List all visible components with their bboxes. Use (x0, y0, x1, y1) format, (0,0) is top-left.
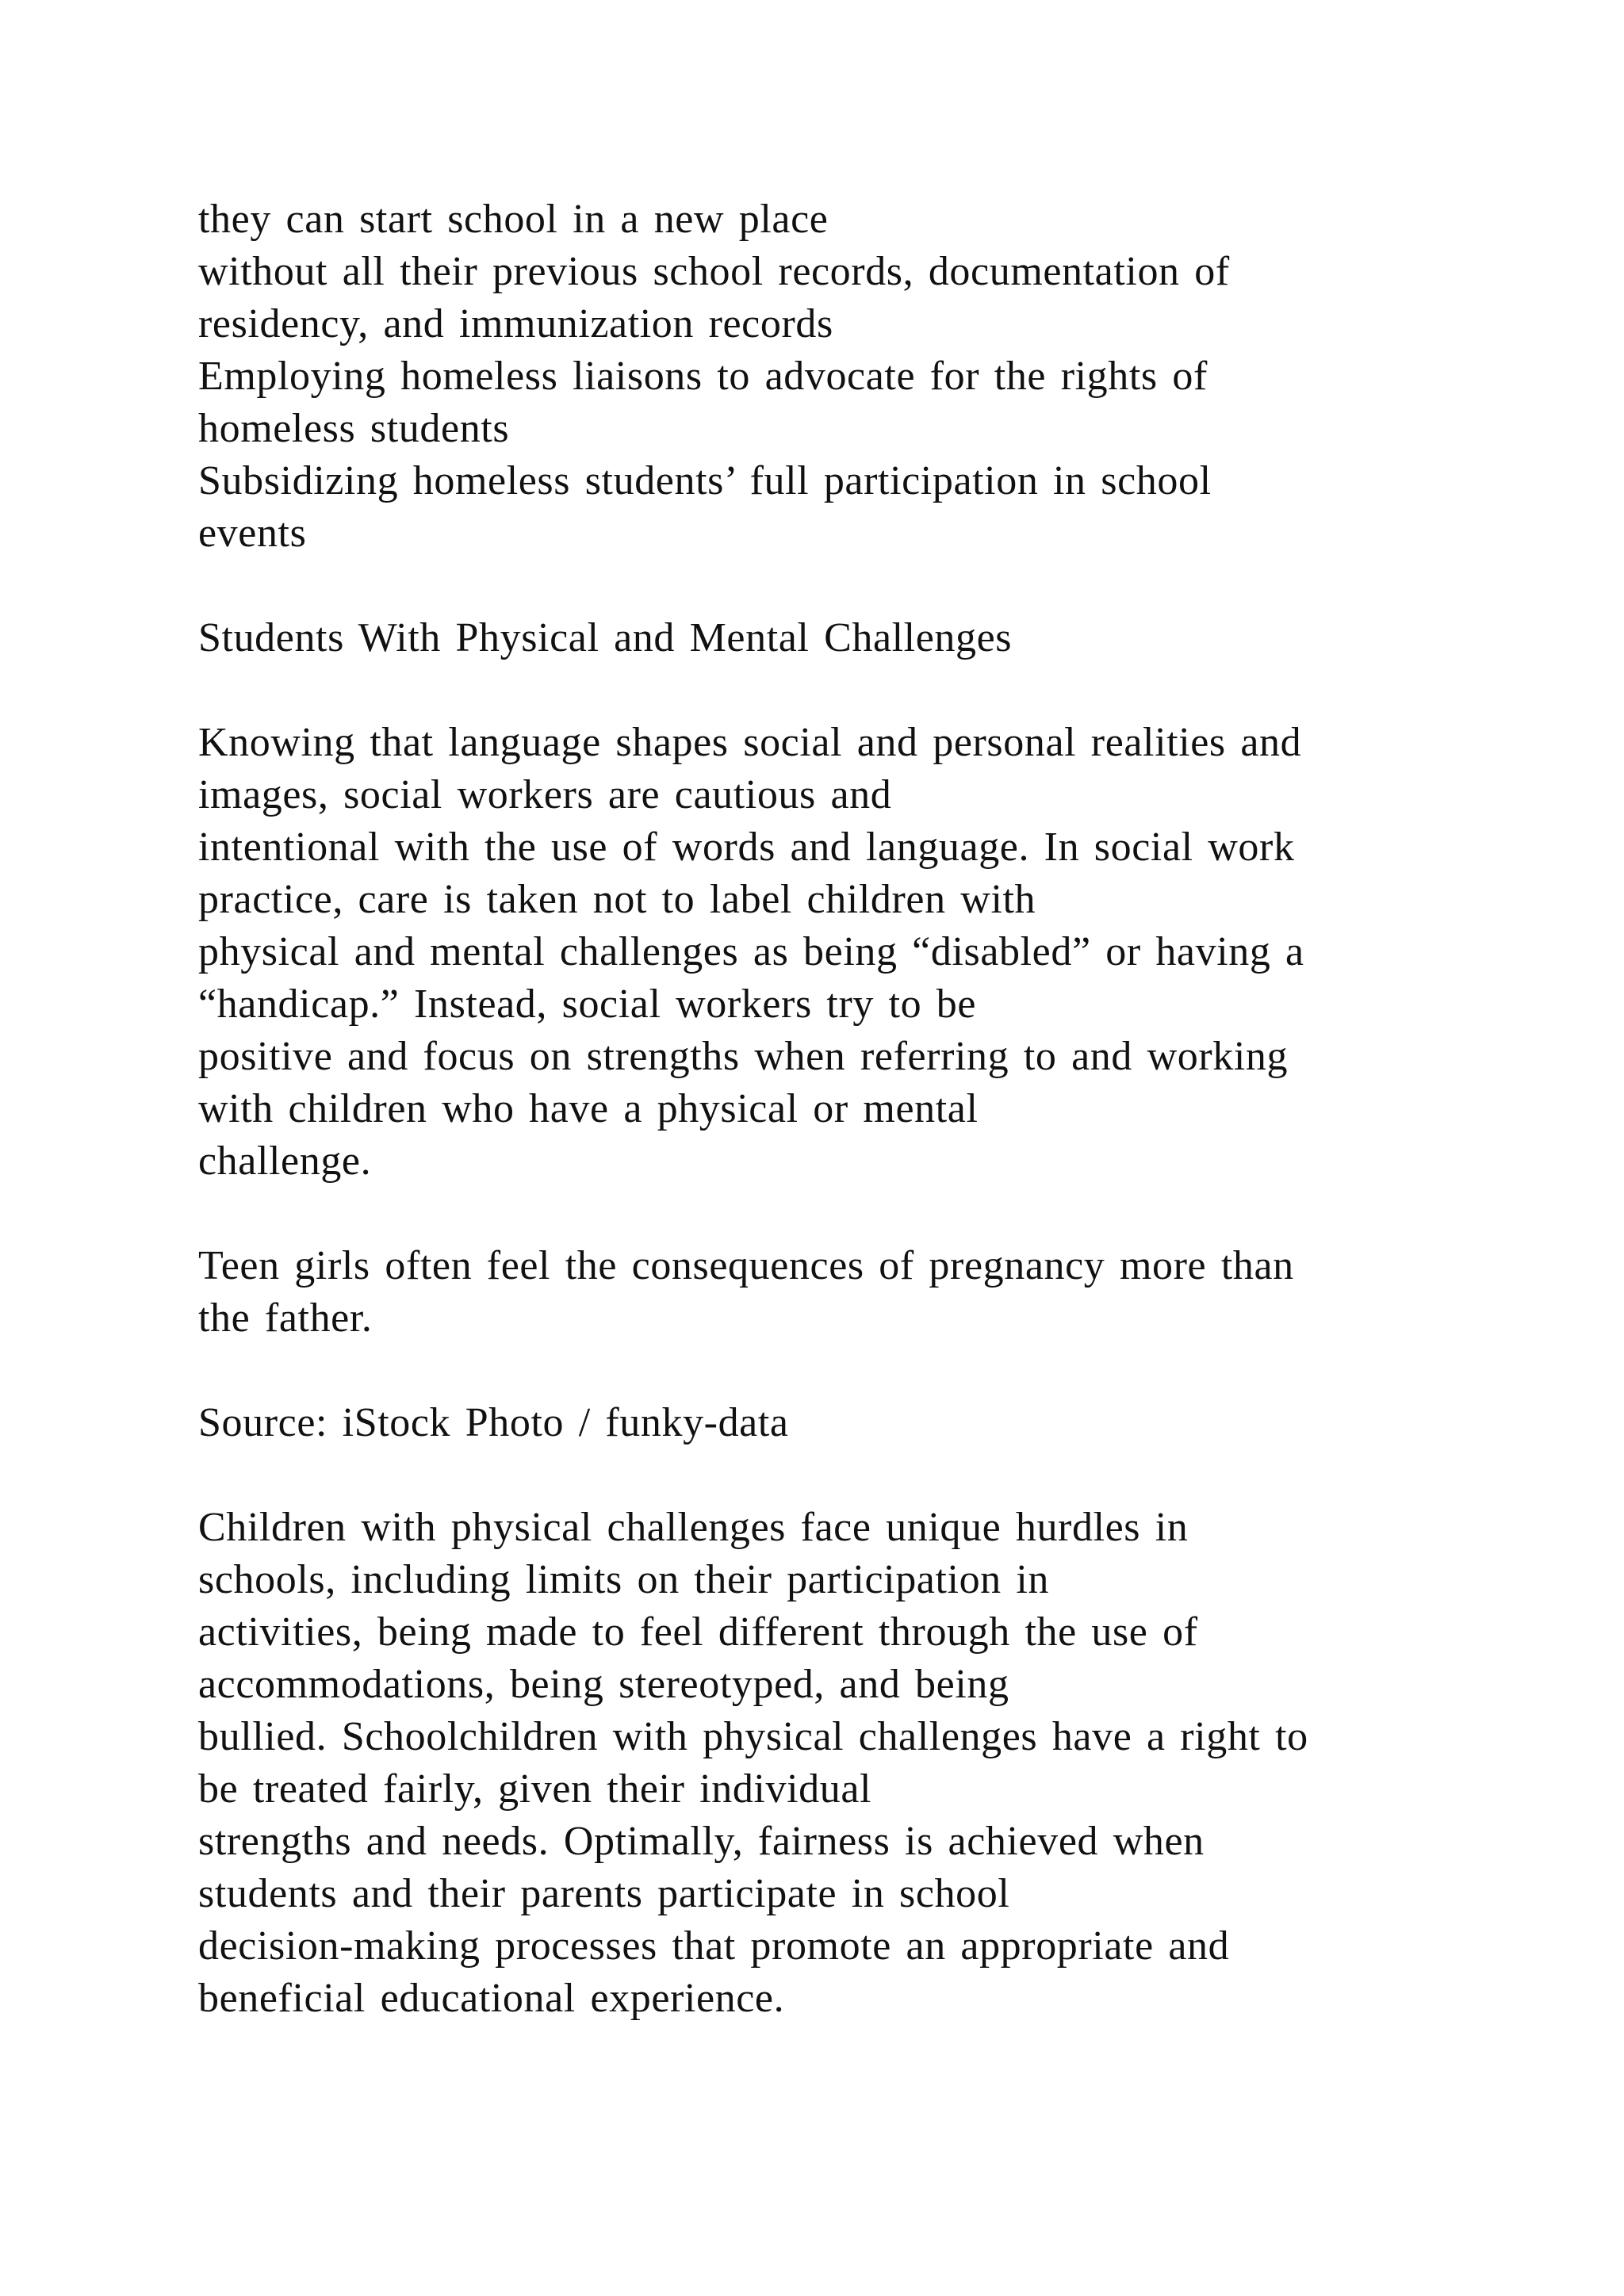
paragraph-line: Knowing that language shapes social and personal realities and (198, 720, 1302, 765)
paragraph-line: challenge. (198, 1138, 372, 1184)
image-source (198, 1397, 1435, 1449)
list-line: without all their previous school records, documentation of (198, 249, 1230, 294)
paragraph-line: strengths and needs. Optimally, fairness is achieved when (198, 1819, 1205, 1864)
paragraph-line: positive and focus on strengths when referring to and working (198, 1034, 1289, 1079)
paragraph-line: with children who have a physical or mental (198, 1086, 979, 1131)
document-body (198, 193, 1435, 2025)
paragraph-spacer (198, 1188, 1435, 1240)
physical-challenges-paragraph (198, 1502, 1435, 2025)
paragraph-spacer (198, 664, 1435, 717)
paragraph-line: accommodations, being stereotyped, and being (198, 1662, 1009, 1707)
homeless-supports-list (198, 193, 1435, 560)
source-line: Source: iStock Photo / funky-data (198, 1400, 789, 1445)
paragraph-line: bullied. Schoolchildren with physical challenges have a right to (198, 1714, 1308, 1759)
paragraph-line: intentional with the use of words and language. In social work (198, 825, 1295, 870)
paragraph-line: physical and mental challenges as being “disabled” or having a (198, 929, 1304, 974)
paragraph-spacer (198, 560, 1435, 612)
paragraph-line: students and their parents participate in school (198, 1871, 1010, 1916)
caption-line: Teen girls often feel the consequences of pregnancy more than (198, 1243, 1294, 1288)
paragraph-line: decision-making processes that promote an appropriate and (198, 1923, 1230, 1969)
paragraph-line: images, social workers are cautious and (198, 772, 892, 817)
paragraph-line: practice, care is taken not to label children with (198, 877, 1036, 922)
paragraph-line: “handicap.” Instead, social workers try to be (198, 982, 977, 1027)
list-line: Subsidizing homeless students’ full participation in school (198, 458, 1212, 503)
heading-line: Students With Physical and Mental Challenges (198, 615, 1013, 660)
caption-line: the father. (198, 1295, 373, 1341)
paragraph-line: Children with physical challenges face unique hurdles in (198, 1505, 1189, 1550)
paragraph-line: beneficial educational experience. (198, 1976, 785, 2021)
paragraph-line: activities, being made to feel different through the use of (198, 1609, 1198, 1655)
section-heading (198, 612, 1435, 664)
list-line: residency, and immunization records (198, 301, 833, 346)
list-line: they can start school in a new place (198, 197, 829, 242)
list-line: events (198, 511, 307, 556)
image-caption (198, 1240, 1435, 1345)
paragraph-spacer (198, 1345, 1435, 1397)
language-paragraph (198, 717, 1435, 1188)
paragraph-spacer (198, 1449, 1435, 1502)
list-line: Employing homeless liaisons to advocate for the rights of (198, 354, 1208, 399)
list-line: homeless students (198, 406, 510, 451)
paragraph-line: be treated fairly, given their individual (198, 1766, 872, 1812)
paragraph-line: schools, including limits on their participation in (198, 1557, 1050, 1602)
